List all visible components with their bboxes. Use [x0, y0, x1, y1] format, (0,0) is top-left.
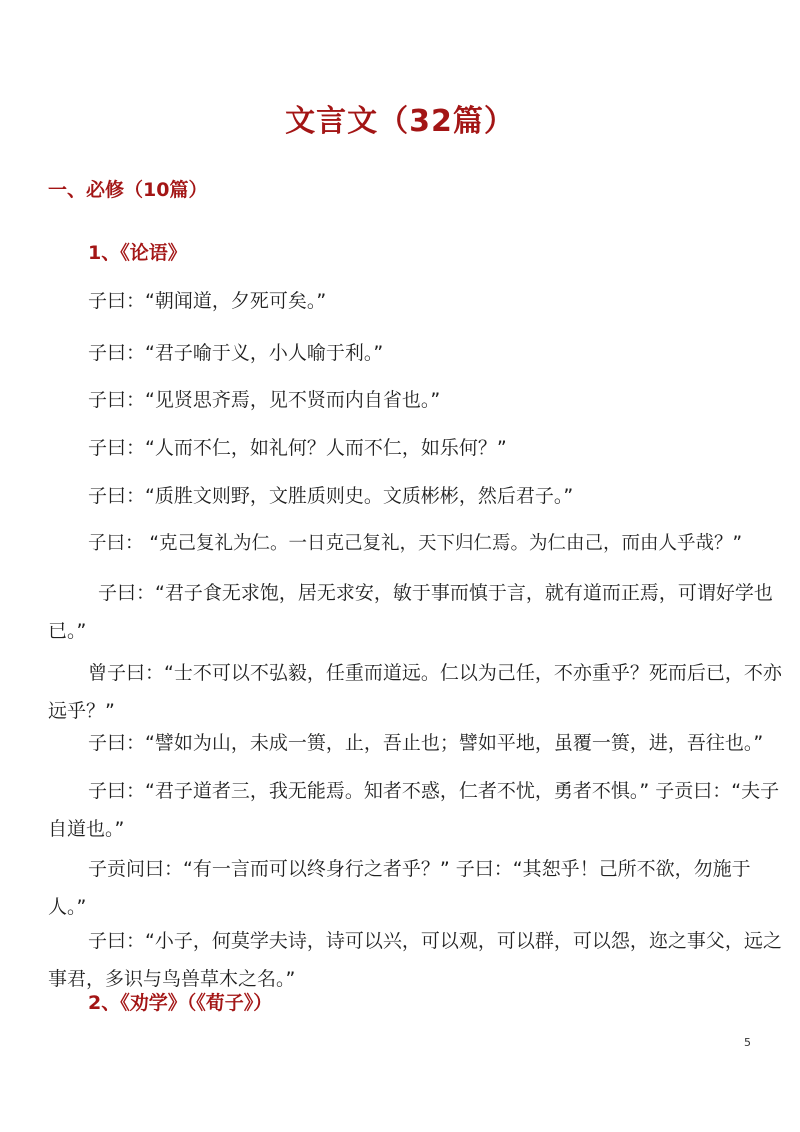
paragraph: 子曰：“质胜文则野，文胜质则史。文质彬彬，然后君子。”	[88, 485, 574, 507]
page-number: 5	[744, 1036, 751, 1049]
paragraph: 子曰： “克己复礼为仁。一日克己复礼，天下归仁焉。为仁由己，而由人乎哉？”	[88, 533, 743, 554]
subsection-heading-quanxue: 2、《劝学》（《荀子》）	[88, 992, 273, 1014]
subsection-heading-analects: 1、《论语》	[88, 242, 187, 264]
paragraph: 子曰：“小子，何莫学夫诗，诗可以兴，可以观，可以群，可以怨，迩之事父，远之事君，多识与鸟兽草木之名。”	[48, 930, 782, 990]
paragraph: 曾子曰：“士不可以不弘毅，任重而道远。仁以为己任，不亦重乎？死而后已，不亦远乎？”	[48, 662, 782, 722]
section-heading-required: 一、必修（10篇）	[48, 179, 208, 201]
paragraph: 子曰：“朝闻道，夕死可矣。”	[88, 290, 327, 312]
paragraph: 子贡问曰：“有一言而可以终身行之者乎？” 子曰：“其恕乎！己所不欲，勿施于人。”	[48, 858, 751, 918]
paragraph: 子曰：“君子道者三，我无能焉。知者不惑，仁者不忧，勇者不惧。” 子贡曰：“夫子自道也。”	[48, 780, 780, 840]
paragraph: 子曰：“见贤思齐焉，见不贤而内自省也。”	[88, 389, 441, 411]
paragraph: 子曰：“君子食无求饱，居无求安，敏于事而慎于言，就有道而正焉，可谓好学也已。”	[48, 582, 773, 642]
paragraph: 子曰：“人而不仁，如礼何？人而不仁，如乐何？”	[88, 437, 507, 459]
paragraph: 子曰：“君子喻于义，小人喻于利。”	[88, 342, 384, 364]
page-title: 文言文（32篇）	[285, 104, 515, 139]
paragraph: 子曰：“譬如为山，未成一篑，止，吾止也；譬如平地，虽覆一篑，进，吾往也。”	[88, 732, 764, 754]
